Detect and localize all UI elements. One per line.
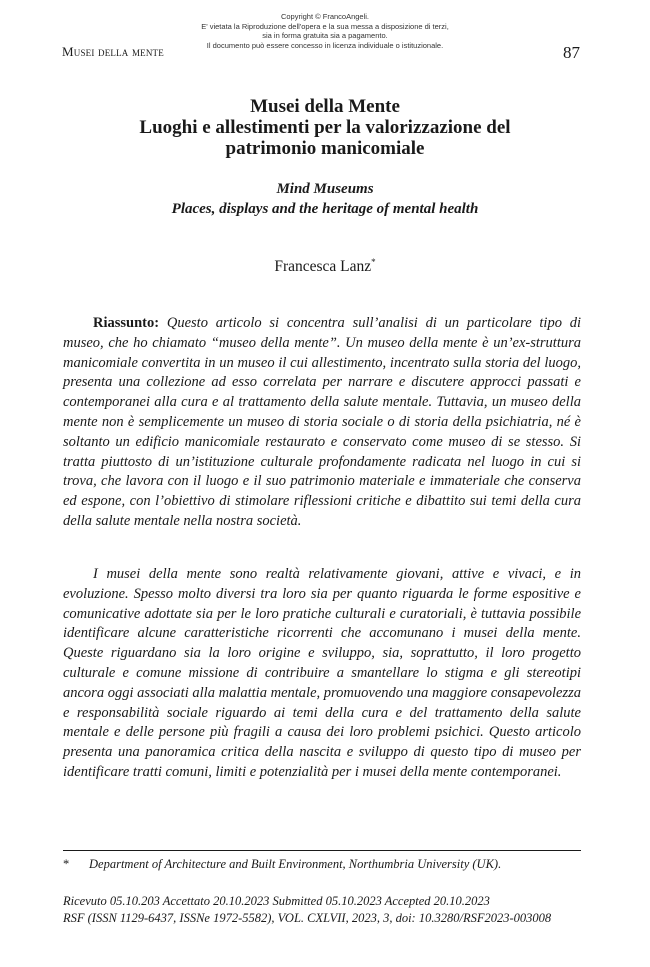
footnote-text: Department of Architecture and Built Environment, Northumbria University (UK).: [89, 857, 502, 871]
title-line: Luoghi e allestimenti per la valorizzazione del: [139, 117, 511, 138]
copyright-line: Il documento può essere concesso in licenza individuale o istituzionale.: [206, 40, 444, 50]
publication-dates: Ricevuto 05.10.203 Accettato 20.10.2023 Submitted 05.10.2023 Accepted 20.10.2023: [63, 894, 490, 908]
abstract-label: Riassunto:: [93, 315, 160, 331]
copyright-line: Copyright © FrancoAngeli.: [280, 12, 370, 21]
author: [60, 258, 590, 276]
author-footnote-mark: *: [371, 256, 376, 267]
title-line: Musei della Mente: [250, 96, 400, 117]
copyright-line: sia in forma gratuita sia a pagamento.: [262, 31, 388, 41]
footnote: [63, 857, 583, 872]
publication-info: [63, 893, 603, 927]
running-head: Musei della mente: [62, 44, 164, 59]
article-title: [60, 96, 590, 159]
abstract: [63, 314, 581, 532]
title-line: patrimonio manicomiale: [225, 138, 425, 159]
footnote-mark: *: [63, 857, 70, 871]
english-title-line: Mind Museums: [276, 181, 374, 197]
page-number: 87: [563, 43, 580, 62]
footnote-divider: [63, 850, 581, 851]
english-title-line: Places, displays and the heritage of mental health: [171, 200, 479, 217]
publication-citation: RSF (ISSN 1129-6437, ISSNe 1972-5582), VOL. CXLVII, 2023, 3, doi: 10.3280/RSF2023-003008: [63, 911, 552, 925]
abstract-text: Questo articolo si concentra sull’analisi di un particolare tipo di museo, che ho chiamato “museo della mente”. Un museo della mente è un’ex-struttura manicomiale convertita in un museo il cui allestimento, incentrato sulla storia del luogo, presenta una collezione ad esso correlata per narrare e discutere approcci passati e contemporanei alla cura e al trattamento della salute mentale. Tuttavia, un museo della mente non è semplicemente un museo di storia sociale o di storia della psichiatria, né è soltanto un edificio manicomiale restaurato e conservato come museo di se stesso. Si tratta piuttosto di un’istituzione culturale profondamente radicata nel luogo in cui si trova, che lavora con il luogo e il suo patrimonio materiale e immateriale che conserva ed espone, con l’obiettivo di stimolare riflessioni critiche e dibattito sui temi della cura della salute mentale nella nostra società.: [63, 315, 581, 529]
copyright-line: E' vietata la Riproduzione dell'opera e la sua messa a disposizione di terzi,: [201, 21, 449, 31]
author-name: Francesca Lanz: [274, 258, 372, 275]
summary-paragraph: I musei della mente sono realtà relativamente giovani, attive e vivaci, e in evoluzione. Spesso molto diversi tra loro sia per quanto riguarda le forme espositive e comunicative adottate sia per le loro pratiche culturali e curatoriali, è tuttavia possibile identificare alcune caratteristiche ricorrenti che accomunano i musei della mente. Queste riguardano sia la loro origine e sviluppo, sia, soprattutto, il loro progetto culturale e comune missione di contribuire a smantellare lo stigma e gli stereotipi ancora oggi associati alla malattia mentale, promuovendo una maggiore consapevolezza e responsabilità sociale riguardo ai temi della cura e del trattamento della salute mentale e delle persone più fragili a causa dei loro problemi psichici. Questo articolo presenta una panoramica critica della nascita e sviluppo di questo tipo di museo per identificare tratti comuni, limiti e potenzialità per i musei della mente contemporanei.: [63, 566, 581, 780]
english-title: [60, 180, 590, 219]
